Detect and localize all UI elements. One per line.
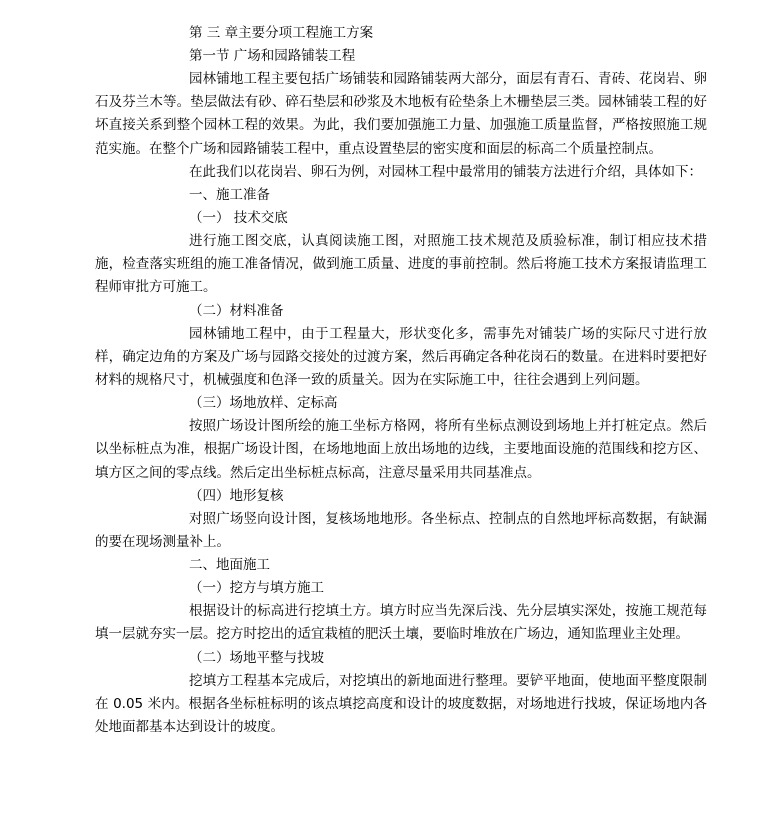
subheading-cut-and-fill: （一）挖方与填方施工 <box>189 580 324 597</box>
subheading-material-preparation: （二）材料准备 <box>189 302 284 319</box>
paragraph-cut-and-fill: 根据设计的标高进行挖填土方。填方时应当先深后浅、先分层填实深处，按施工规范每填一层就夯实一层。挖方时挖出的适宜栽植的肥沃土壤，要临时堆放在广场边，通知监理业主处理。 <box>95 603 707 643</box>
section-title: 第一节 广场和园路铺装工程 <box>189 48 356 64</box>
chapter-title: 第 三 章主要分项工程施工方案 <box>189 25 374 41</box>
paragraph-material-preparation: 园林铺地工程中，由于工程量大，形状变化多，需事先对铺装广场的实际尺寸进行放样，确定边角的方案及广场与园路交接处的过渡方案，然后再确定各种花岗石的数量。在进料时要把好材料的规格尺寸，机械强度和色泽一致的质量关。因为在实际施工中，往往会遇到上列问题。 <box>95 325 707 389</box>
subheading-technical-briefing: （一） 技术交底 <box>189 210 288 227</box>
paragraph-technical-briefing: 进行施工图交底，认真阅读施工图，对照施工技术规范及质验标准，制订相应技术措施，检查落实班组的施工准备情况，做到施工质量、进度的事前控制。然后将施工技术方案报请监理工程师审批方可施工。 <box>95 233 707 296</box>
paragraph-site-layout: 按照广场设计图所绘的施工坐标方格网，将所有坐标点测设到场地上并打桩定点。然后以坐标桩点为准，根据广场设计图，在场地地面上放出场地的边线，主要地面设施的范围线和挖方区、填方区之间的零点线。然后定出坐标桩点标高，注意尽量采用共同基准点。 <box>95 418 707 481</box>
heading-ground-construction: 二、地面施工 <box>189 557 270 574</box>
document-page <box>95 22 707 739</box>
intro-paragraph-2: 在此我们以花岗岩、卵石为例，对园林工程中最常用的铺装方法进行介绍，具体如下： <box>189 163 702 180</box>
heading-preparation: 一、施工准备 <box>189 187 270 204</box>
subheading-site-layout: （三）场地放样、定标高 <box>189 395 338 412</box>
paragraph-terrain-check: 对照广场竖向设计图，复核场地地形。各坐标点、控制点的自然地坪标高数据，有缺漏的要在现场测量补上。 <box>95 510 707 551</box>
intro-paragraph-1: 园林铺地工程主要包括广场铺装和园路铺装两大部分，面层有青石、青砖、花岗岩、卵石及芬兰木等。垫层做法有砂、碎石垫层和砂浆及木地板有砼垫条上木栅垫层三类。园林铺装工程的好坏直接关系到整个园林工程的效果。为此，我们要加强施工力量、加强施工质量监督，严格按照施工规范实施。在整个广场和园路铺装工程中，重点设置垫层的密实度和面层的标高二个质量控制点。 <box>95 71 707 157</box>
subheading-leveling-and-slope: （二）场地平整与找坡 <box>189 649 324 666</box>
subheading-terrain-check: （四）地形复核 <box>189 487 284 504</box>
paragraph-leveling-and-slope: 挖填方工程基本完成后，对挖填出的新地面进行整理。要铲平地面，使地面平整度限制在 0.05 米内。根据各坐标桩标明的该点填挖高度和设计的坡度数据，对场地进行找坡，保证场地内各处地面都基本达到设计的坡度。 <box>95 672 707 736</box>
